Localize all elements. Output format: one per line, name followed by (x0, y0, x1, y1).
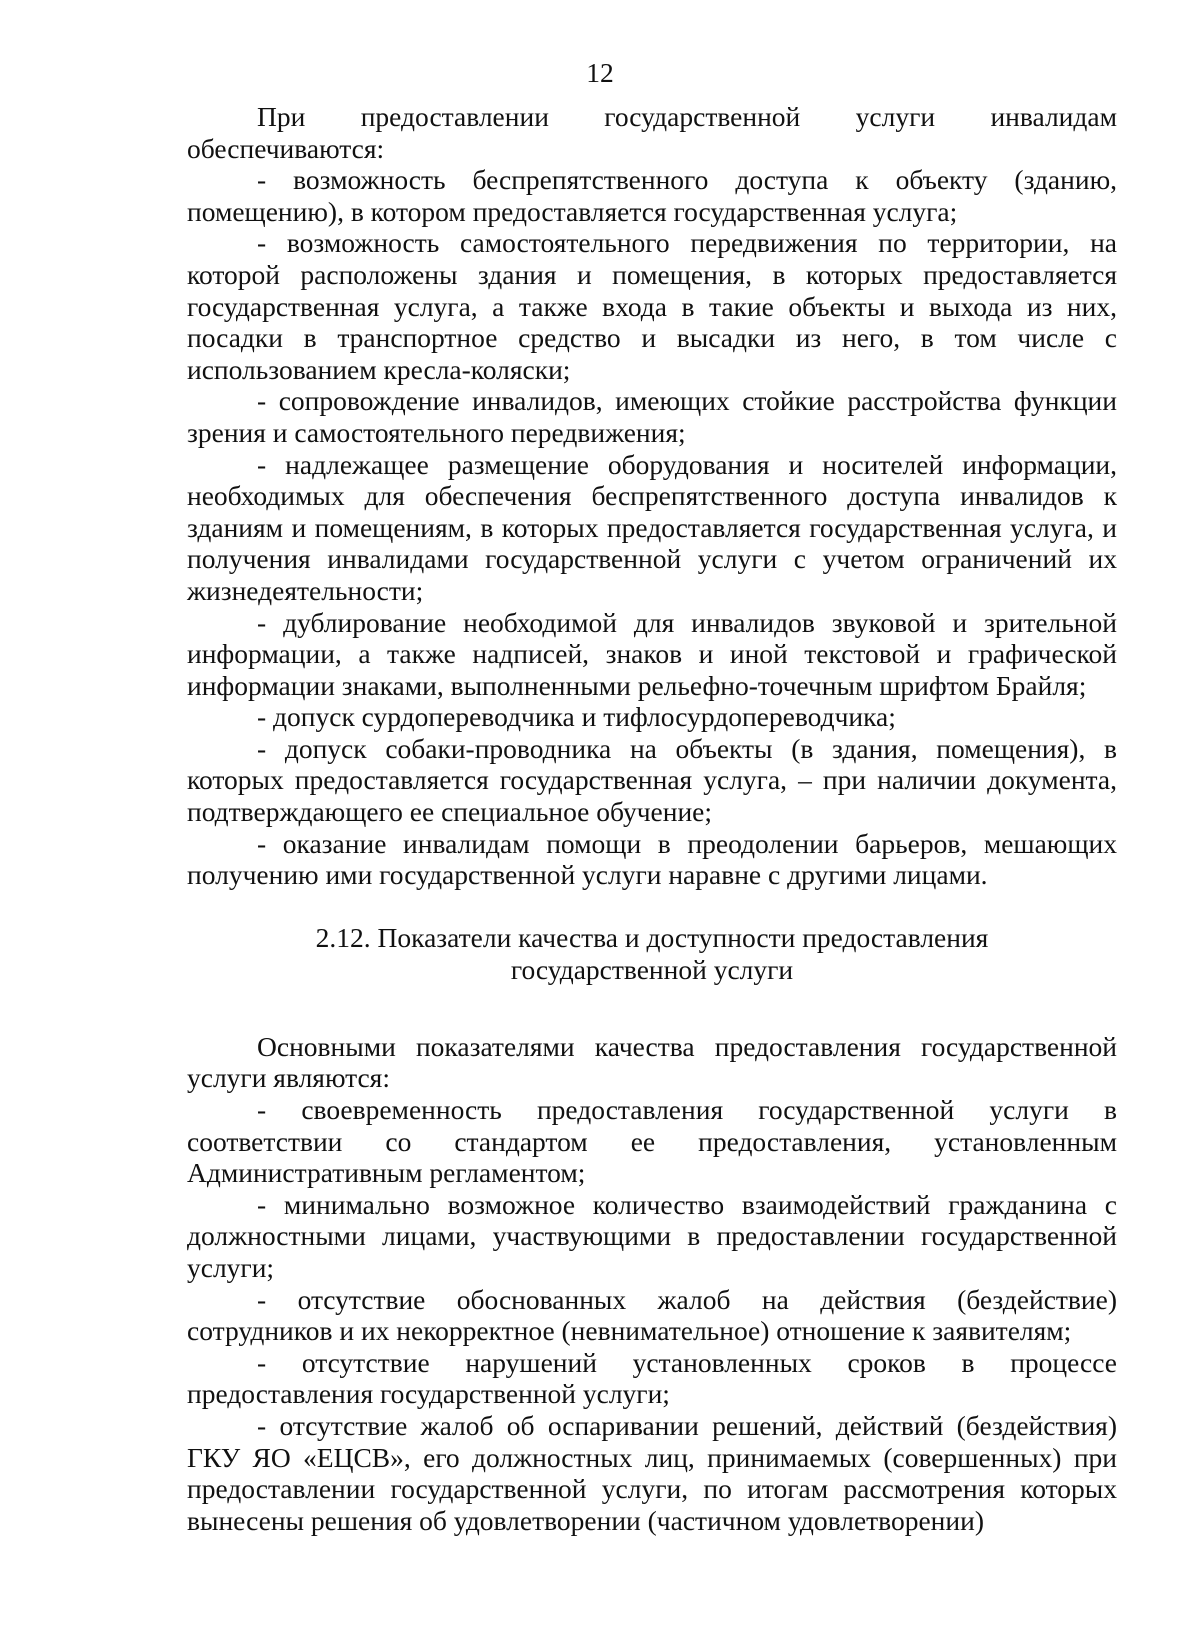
list-item: - минимально возможное количество взаимодействий гражданина с должностными лицами, участвующими в предоставлении государственной услуги; (187, 1188, 1117, 1283)
list-item: - надлежащее размещение оборудования и носителей информации, необходимых для обеспечения беспрепятственного доступа инвалидов к зданиям и помещениям, в которых предоставляется государственная услуга, и получения инвалидами государственной услуги с учетом ограничений их жизнедеятельности; (187, 448, 1117, 606)
list-item: - дублирование необходимой для инвалидов звуковой и зрительной информации, а также надписей, знаков и иной текстовой и графической информации знаками, выполненными рельефно-точечным шрифтом Брайля; (187, 606, 1117, 701)
list-item: - отсутствие обоснованных жалоб на действия (бездействие) сотрудников и их некорректное (невнимательное) отношение к заявителям; (187, 1283, 1117, 1347)
section1-intro: При предоставлении государственной услуги инвалидам обеспечиваются: (187, 101, 1117, 164)
list-item: - оказание инвалидам помощи в преодолении барьеров, мешающих получению ими государственной услуги наравне с другими лицами. (187, 827, 1117, 891)
list-item: - своевременность предоставления государственной услуги в соответствии со стандартом ее предоставления, установленным Административным регламентом; (187, 1094, 1117, 1189)
document-body (187, 101, 1117, 1536)
list-item: - допуск собаки-проводника на объекты (в здания, помещения), в которых предоставляется государственная услуга, – при наличии документа, подтверждающего ее специальное обучение; (187, 732, 1117, 828)
list-item: - отсутствие жалоб об оспаривании решений, действий (бездействия) ГКУ ЯО «ЕЦСВ», его должностных лиц, принимаемых (совершенных) при предоставлении государственной услуги, по итогам рассмотрения которых вынесены решения об удовлетворении (частичном удовлетворении) (187, 1409, 1117, 1536)
list-item: - возможность беспрепятственного доступа к объекту (зданию, помещению), в котором предоставляется государственная услуга; (187, 164, 1117, 227)
page-number: 12 (586, 57, 614, 88)
list-item: - сопровождение инвалидов, имеющих стойкие расстройства функции зрения и самостоятельного передвижения; (187, 385, 1117, 448)
section-heading-line2: государственной услуги (510, 953, 794, 985)
list-item: - отсутствие нарушений установленных сроков в процессе предоставления государственной услуги; (187, 1346, 1117, 1410)
section2-intro: Основными показателями качества предоставления государственной услуги являются: (187, 1030, 1117, 1094)
list-item: - возможность самостоятельного передвижения по территории, на которой расположены здания и помещения, в которых предоставляется государственная услуга, а также входа в такие объекты и выхода из них, посадки в транспортное средство и высадки из него, в том числе с использованием кресла-коляски; (187, 227, 1117, 385)
list-item: - допуск сурдопереводчика и тифлосурдопереводчика; (257, 701, 896, 733)
section-heading-line1: 2.12. Показатели качества и доступности предоставления (315, 921, 989, 953)
section-heading (187, 922, 1117, 986)
